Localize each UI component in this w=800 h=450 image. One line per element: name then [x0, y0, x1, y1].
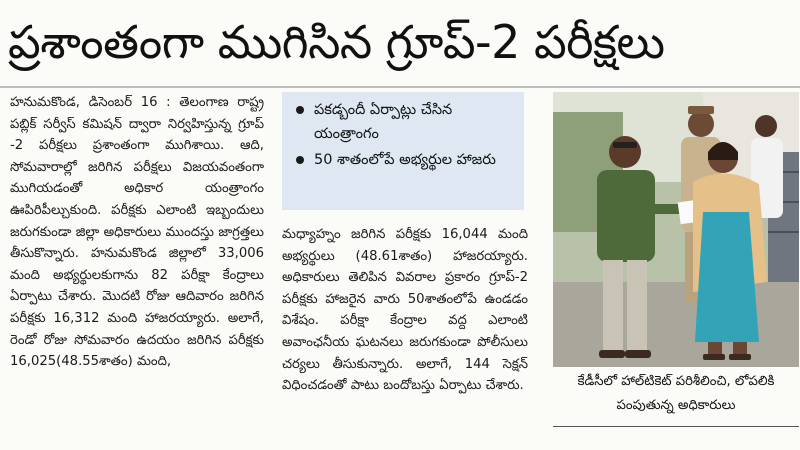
article-column-1 — [10, 92, 264, 432]
headline: ప్రశాంతంగా ముగిసిన గ్రూప్‌-2 పరీక్షలు — [8, 15, 665, 69]
article-body-part-2: మధ్యాహ్నం జరిగిన పరీక్షకు 16,044 మంది అభ్యర్థులు (48.61శాతం) హాజరయ్యారు. అధికారులు తెలిపిన వివరాల ప్రకారం గ్రూప్‌-2 పరీక్షకు హాజరైన వారు 50శాతంలోపే ఉండడం విశేషం. పరీక్షా కేంద్రాల వద్ద ఎలాంటి అవాంఛనీయ ఘటనలు జరుగకుండా పోలీసులు చర్యలు తీసుకున్నారు. అలాగే, 144 సెక్షన్‌ విధించడంతో పాటు బందోబస్తు ఏర్పాటు చేశారు. — [282, 227, 528, 394]
article-column-2 — [282, 224, 528, 436]
highlight-text: 50 శాతంలోపే అభ్యర్థుల హాజరు — [314, 152, 496, 168]
bullet-icon — [296, 106, 304, 114]
highlight-text: పకడ్బందీ ఏర్పాట్లు చేసిన యంత్రాంగం — [314, 102, 453, 142]
bullet-icon — [296, 156, 304, 164]
article-body-part-1: హనుమకొండ, డిసెంబర్‌ 16 : తెలంగాణ రాష్ట్ర పబ్లిక్‌ సర్వీస్‌ కమిషన్‌ ద్వారా నిర్వహిస్తున్న గ్రూప్‌ -2 పరీక్షలు ప్రశాంతంగా ముగిశాయి. ఆది, సోమవారాల్లో జరిగిన పరీక్షలు విజయవంతంగా ముగియడంతో అధికార యంత్రాంగం ఊపిరిపీల్చుకుంది. పరీక్షకు ఎలాంటి ఇబ్బందులు జరుగకుండా జిల్లా అధికారులు ముందస్తు జాగ్రత్తలు తీసుకొన్నారు. హనుమకొండ జిల్లాలో 33,006 మంది అభ్యర్థులకుగాను 82 పరీక్షా కేంద్రాలు ఏర్పాటు చేశారు. మొదటి రోజు ఆదివారం జరిగిన పరీక్షకు 16,312 మంది హాజరయ్యారు. అలాగే, రెండో రోజు సోమవారం ఉదయం జరిగిన పరీక్షకు 16,025(48.55శాతం) మంది, — [10, 95, 264, 370]
photo-caption: కేడీసీలో హాల్‌టికెట్‌ పరిశీలించి, లోపలికి పంపుతున్న అధికారులు — [553, 370, 799, 427]
news-photo — [553, 92, 799, 367]
highlights-box — [282, 92, 524, 210]
headline-divider — [0, 86, 800, 88]
highlight-item — [290, 98, 516, 146]
highlight-item — [290, 148, 516, 172]
